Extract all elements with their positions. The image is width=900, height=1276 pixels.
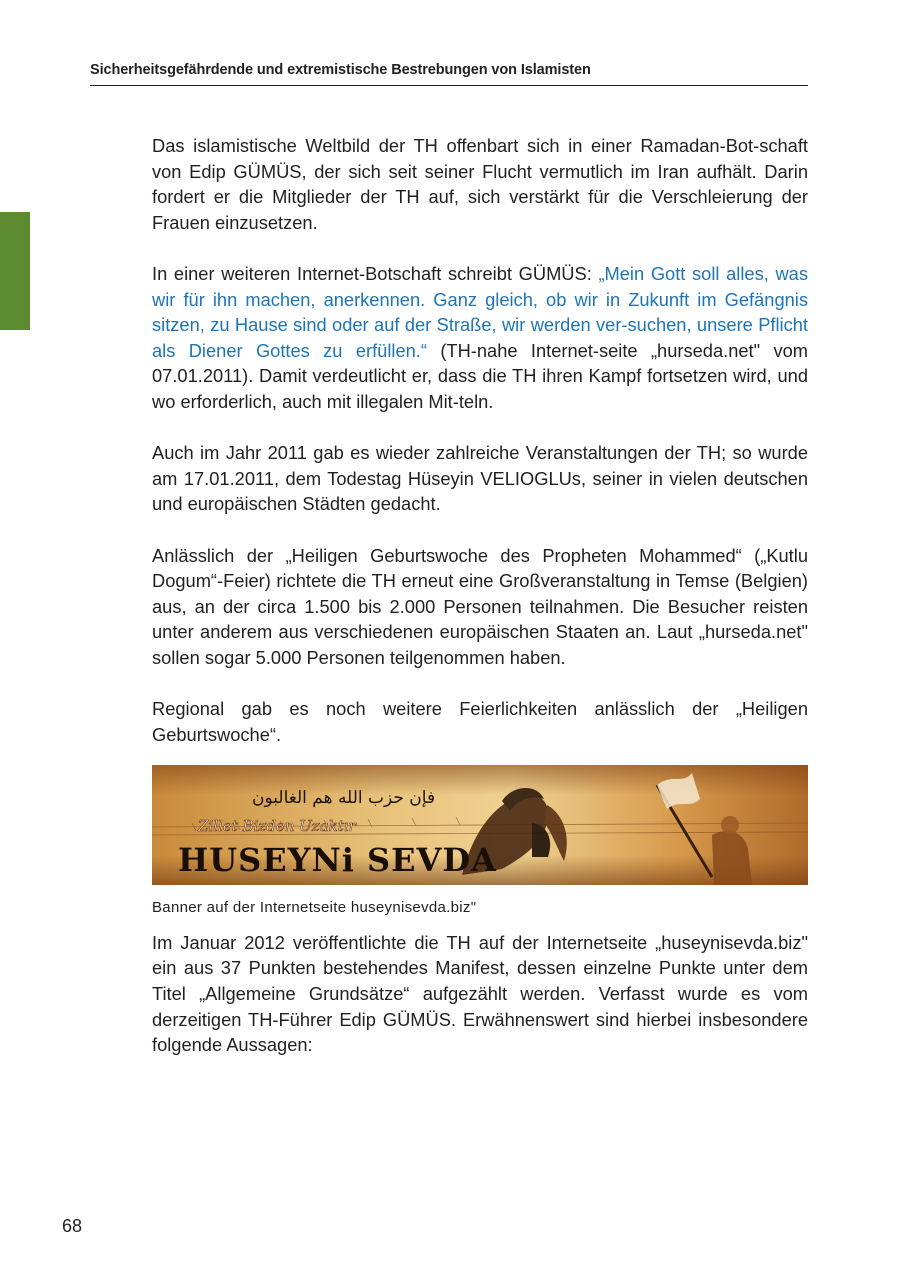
- banner-title: HUSEYNi SEVDA: [178, 840, 497, 879]
- paragraph-botschaft-rest: (TH-nahe Internet-seite „hurseda.net" vom 07.01.2011). Damit verdeutlicht er, dass die TH ihren Kampf fortsetzen wird, und wo erforderlich, auch mit illegalen Mit-teln.: [152, 339, 808, 412]
- banner-caption: Banner auf der Internetseite huseynisevda.biz": [152, 898, 477, 916]
- running-header: Sicherheitsgefährdende und extremistische Bestrebungen von Islamisten: [90, 62, 808, 86]
- quote-guemues: „Mein Gott soll alles, was wir für ihn machen, anerkennen. Ganz gleich, ob wir in Zukunft im Gefängnis sitzen, zu Hause sind oder auf der Straße, wir werden ver-suchen, unsere Pflicht als Diener Gottes zu erfüllen.“: [152, 262, 808, 361]
- main-content: [152, 133, 808, 1083]
- banner-arabic-text: فإن حزب الله هم الغالبون: [252, 787, 436, 808]
- huseyni-sevda-banner: [152, 765, 808, 885]
- paragraph-weltbild: Das islamistische Weltbild der TH offenbart sich in einer Ramadan-Bot-schaft von Edip GÜMÜS, der sich seit seiner Flucht vermutlich im Iran aufhält. Darin fordert er die Mitglieder der TH auf, sich verstärkt für die Verschleierung der Frauen einzusetzen.: [152, 135, 808, 233]
- paragraph-geburtswoche: Anlässlich der „Heiligen Geburtswoche des Propheten Mohammed“ („Kutlu Dogum“-Feier) richtete die TH erneut eine Großveranstaltung in Temse (Belgien) aus, an der circa 1.500 bis 2.000 Personen teilnahmen. Die Besucher reisten unter anderem aus verschiedenen europäischen Staaten an. Laut „hurseda.net" sollen sogar 5.000 Personen teilgenommen haben.: [152, 544, 808, 668]
- paragraph-regional: Regional gab es noch weitere Feierlichkeiten anlässlich der „Heiligen Geburtswoche“.: [152, 698, 808, 745]
- section-color-tab: [0, 212, 30, 330]
- paragraph-veranstaltungen: Auch im Jahr 2011 gab es wieder zahlreiche Veranstaltungen der TH; so wurde am 17.01.2011, dem Todestag Hüseyin VELIOGLUs, seiner in vielen deutschen und europäischen Städten gedacht.: [152, 442, 808, 515]
- paragraph-manifest: Im Januar 2012 veröffentlichte die TH auf der Internetseite „huseynisevda.biz" ein aus 37 Punkten bestehendes Manifest, dessen einzelne Punkte unter dem Titel „Allgemeine Grundsätze“ aufgezählt werden. Verfasst wurde es vom derzeitigen TH-Führer Edip GÜMÜS. Erwähnenswert sind hierbei insbesondere folgende Aussagen:: [152, 931, 808, 1056]
- page-number: 68: [62, 1216, 83, 1236]
- paragraph-botschaft-intro: In einer weiteren Internet-Botschaft schreibt GÜMÜS:: [152, 262, 599, 284]
- banner-subtitle: Zillet Bizden Uzaktır: [198, 816, 356, 835]
- paragraph-botschaft: [152, 261, 808, 415]
